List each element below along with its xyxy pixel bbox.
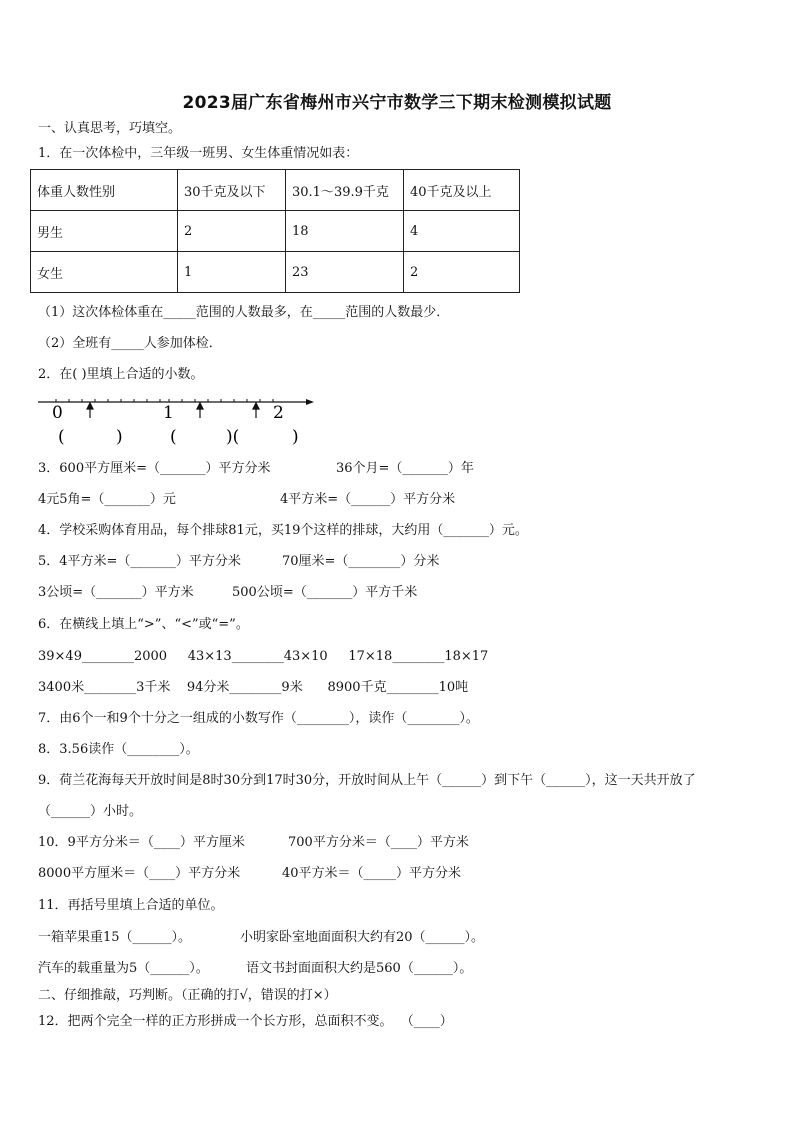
question-1-sub1: （1）这次体检体重在_____范围的人数最多，在_____范围的人数最少． bbox=[38, 305, 450, 320]
question-12: 12．把两个完全一样的正方形拼成一个长方形，总面积不变。 （____） bbox=[38, 1014, 453, 1029]
question-5c: 3公顷=（_______）平方米 bbox=[38, 585, 194, 600]
table-cell: 女生 bbox=[31, 252, 178, 293]
question-6-row2: 3400米________3千米 94分米________9米 8900千克________10吨 bbox=[38, 680, 469, 695]
question-9-line1: 9．荷兰花海每天开放时间是8时30分到17时30分，开放时间从上午（______）到下午（______），这一天共开放了 bbox=[38, 773, 696, 788]
question-9-line2: （______）小时。 bbox=[38, 804, 143, 819]
question-1-stem: 1．在一次体检中，三年级一班男、女生体重情况如表： bbox=[38, 146, 359, 161]
table-cell: 1 bbox=[178, 252, 286, 293]
number-line bbox=[38, 396, 318, 448]
weight-table bbox=[30, 169, 520, 293]
question-8: 8．3.56读作（________）。 bbox=[38, 742, 199, 757]
answer-blank-close: ) bbox=[292, 427, 299, 447]
number-line-label-1: 1 bbox=[163, 403, 174, 423]
question-7: 7．由6个一和9个十分之一组成的小数写作（________），读作（________）。 bbox=[38, 711, 479, 726]
section-heading-2: 二、仔细推敲，巧判断。（正确的打√，错误的打×） bbox=[38, 988, 337, 1003]
table-cell: 2 bbox=[404, 252, 520, 293]
table-cell: 18 bbox=[286, 211, 404, 252]
question-11d: 语文书封面面积大约是560（______）。 bbox=[246, 961, 473, 976]
question-2-stem: 2．在( )里填上合适的小数。 bbox=[38, 367, 204, 382]
question-3a: 3．600平方厘米=（_______）平方分米 bbox=[38, 461, 271, 476]
table-cell: 2 bbox=[178, 211, 286, 252]
question-4: 4．学校采购体育用品，每个排球81元，买19个这样的排球，大约用（_______）元。 bbox=[38, 523, 528, 538]
question-3b: 36个月=（_______）年 bbox=[336, 461, 474, 476]
table-cell: 男生 bbox=[31, 211, 178, 252]
question-11b: 小明家卧室地面面积大约有20（______）。 bbox=[240, 930, 485, 945]
answer-blank-close: ) bbox=[116, 427, 123, 447]
question-1-sub2: （2）全班有_____人参加体检． bbox=[38, 336, 222, 351]
table-header-row bbox=[31, 170, 520, 211]
page-title: 2023届广东省梅州市兴宁市数学三下期末检测模拟试题 bbox=[182, 93, 612, 113]
answer-blank-open: ( bbox=[170, 427, 177, 447]
table-header-cell: 30.1～39.9千克 bbox=[286, 170, 404, 211]
question-6-row1: 39×49________2000 43×13________43×10 17×18________18×17 bbox=[38, 649, 489, 664]
question-5a: 5．4平方米=（_______）平方分米 bbox=[38, 554, 241, 569]
table-cell: 23 bbox=[286, 252, 404, 293]
table-row bbox=[31, 252, 520, 293]
table-header-cell: 40千克及以上 bbox=[404, 170, 520, 211]
number-line-arrowhead bbox=[306, 399, 314, 405]
table-cell: 4 bbox=[404, 211, 520, 252]
question-5d: 500公顷=（_______）平方千米 bbox=[232, 585, 418, 600]
question-10b: 700平方分米＝（____）平方米 bbox=[288, 835, 469, 850]
answer-blank-close-open: )( bbox=[226, 427, 240, 447]
question-10c: 8000平方厘米＝（____）平方分米 bbox=[38, 866, 241, 881]
question-6-stem: 6．在横线上填上“>”、“<”或“=”。 bbox=[38, 617, 249, 632]
table-row bbox=[31, 211, 520, 252]
number-line-label-0: 0 bbox=[52, 403, 63, 423]
question-3c: 4元5角=（_______）元 bbox=[38, 492, 176, 507]
question-10d: 40平方米＝（_____）平方分米 bbox=[282, 866, 462, 881]
question-3d: 4平方米=（______）平方分米 bbox=[280, 492, 456, 507]
section-heading-1: 一、认真思考，巧填空。 bbox=[38, 121, 182, 136]
question-11c: 汽车的载重量为5（______）。 bbox=[38, 961, 209, 976]
answer-blank-open: ( bbox=[58, 427, 65, 447]
question-5b: 70厘米=（________）分米 bbox=[282, 554, 440, 569]
question-11a: 一箱苹果重15（______）。 bbox=[38, 930, 192, 945]
question-11-stem: 11．再括号里填上合适的单位。 bbox=[38, 898, 224, 913]
question-10a: 10．9平方分米＝（____）平方厘米 bbox=[38, 835, 245, 850]
number-line-label-2: 2 bbox=[273, 403, 284, 423]
table-header-cell: 体重人数性别 bbox=[31, 170, 178, 211]
table-header-cell: 30千克及以下 bbox=[178, 170, 286, 211]
